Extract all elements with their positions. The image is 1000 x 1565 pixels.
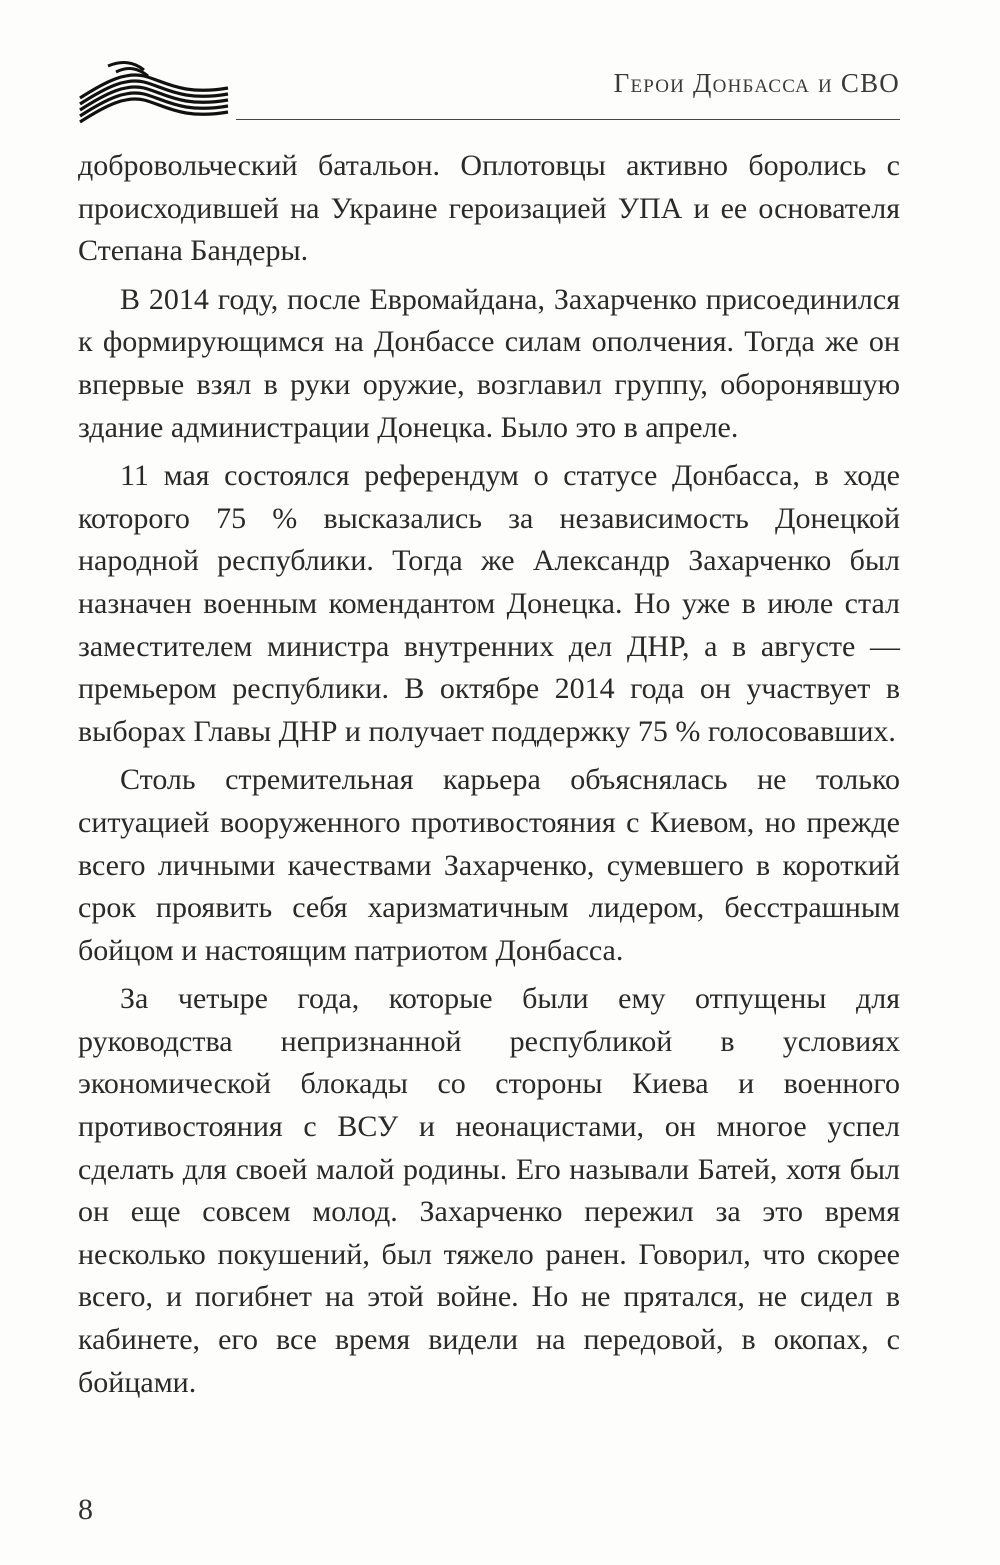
paragraph-4: Столь стремительная карьера объяснялась не только ситуацией вооруженного противостояния с Киевом, но прежде всего личными качествами Захарченко, сумевшего в короткий срок проявить себя харизматичным лидером, бесстрашным бойцом и настоящим патриотом Донбасса.: [78, 763, 900, 967]
paragraph-5: За четыре года, которые были ему отпущены для руководства непризнанной республикой в условиях экономической блокады со стороны Киева и военного противостояния с ВСУ и неонацистами, он многое успел сделать для своей малой родины. Его называли Батей, хотя был он еще совсем молод. Захарченко пережил за это время несколько покушений, был тяжело ранен. Говорил, что скорее всего, и погибнет на этой войне. Но не прятался, не сидел в кабинете, его все время видели на передовой, в окопах, с бойцами.: [78, 982, 900, 1399]
page-number: 8: [78, 1493, 93, 1526]
body-text: [78, 145, 900, 1410]
paragraph-1: добровольческий батальон. Оплотовцы активно боролись с происходившей на Украине героизацией УПА и ее основателя Степана Бандеры.: [78, 149, 900, 268]
running-head: Герои Донбасса и СВО: [613, 68, 900, 98]
header-rule: [236, 119, 900, 120]
paragraph-3: 11 мая состоялся референдум о статусе Донбасса, в ходе которого 75 % высказались за независимость Донецкой народной республики. Тогда же Александр Захарченко был назначен военным комендантом Донецка. Но уже в июле стал заместителем министра внутренних дел ДНР, а в августе — премьером республики. В октябре 2014 года он участвует в выборах Главы ДНР и получает поддержку 75 % голосовавших.: [78, 459, 900, 748]
paragraph-2: В 2014 году, после Евромайдана, Захарченко присоединился к формирующимся на Донбассе силам ополчения. Тогда же он впервые взял в руки оружие, возглавил группу, оборонявшую здание администрации Донецка. Было это в апреле.: [78, 282, 900, 444]
page-header: [78, 58, 900, 124]
st-george-ribbon-icon: [78, 58, 230, 124]
